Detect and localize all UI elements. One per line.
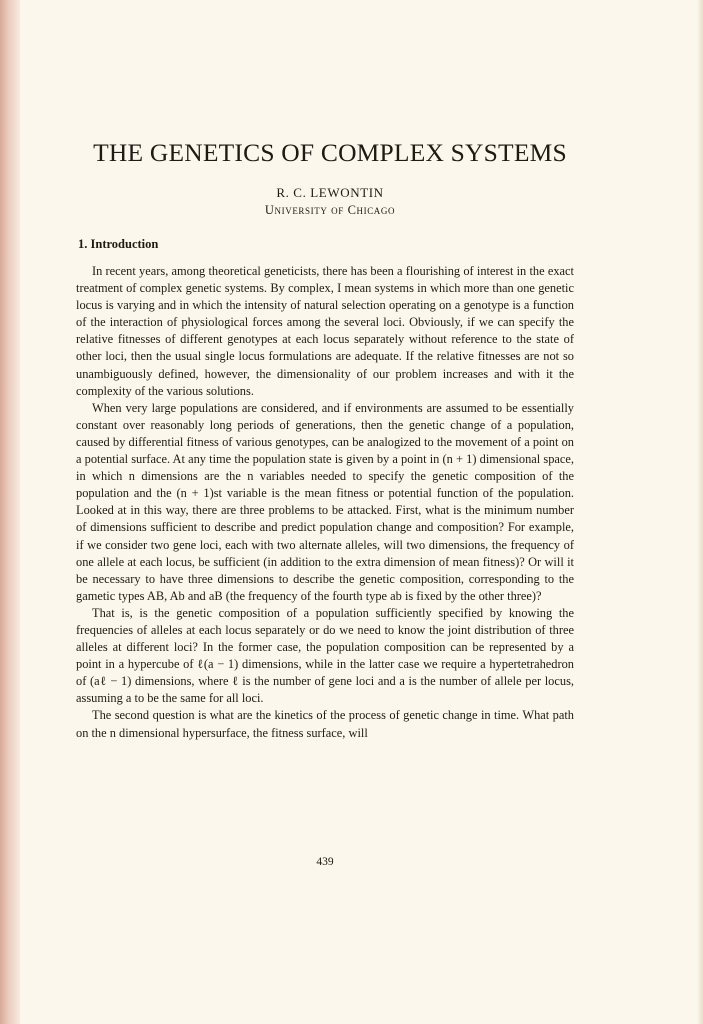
page-title: THE GENETICS OF COMPLEX SYSTEMS	[93, 138, 567, 167]
page-edge-right	[697, 0, 703, 1024]
paragraph: In recent years, among theoretical geneticists, there has been a flourishing of interest in the exact treatment of complex genetic systems. By complex, I mean systems in which more than one genetic locus is varying and in which the intensity of natural selection operating on a genotype is a function of the interaction of physiological forces among the several loci. Obviously, if we can specify the relative fitnesses of different genotypes at each locus separately without reference to the state of other loci, then the usual single locus formulations are adequate. If the relative fitnesses are not so unambiguously defined, however, the dimensionality of our problem increases and with it the complexity of the various solutions.	[76, 264, 574, 398]
section-heading: 1. Introduction	[78, 237, 159, 251]
page-number: 439	[316, 856, 334, 868]
body-text	[76, 263, 574, 742]
paragraph: That is, is the genetic composition of a population sufficiently specified by knowing the frequencies of alleles at each locus separately or do we need to know the joint distribution of three alleles at different loci? In the former case, the population composition can be represented by a point in a hypercube of ℓ(a − 1) dimensions, while in the latter case we require a hypertetrahedron of (aℓ − 1) dimensions, where ℓ is the number of gene loci and a is the number of allele per locus, assuming a to be the same for all loci.	[76, 605, 574, 706]
paragraph: The second question is what are the kinetics of the process of genetic change in time. What path on the n dimensional hypersurface, the fitness surface, will	[76, 708, 574, 740]
author-name: R. C. LEWONTIN	[276, 185, 384, 200]
paragraph: When very large populations are considered, and if environments are assumed to be essentially constant over reasonably long periods of generations, then the genetic change of a population, caused by differential fitness of various genotypes, can be analogized to the movement of a point on a potential surface. At any time the population state is given by a point in (n + 1) dimensional space, in which n dimensions are the n variables needed to specify the genetic composition of the population and the (n + 1)st variable is the mean fitness or potential function of the population. Looked at in this way, there are three problems to be attacked. First, what is the minimum number of dimensions sufficient to describe and predict population change and composition? For example, if we consider two gene loci, each with two alternate alleles, will two dimensions, the frequency of one allele at each locus, be sufficient (in addition to the extra dimension of mean fitness)? Or will it be necessary to have three dimensions to describe the genetic composition, corresponding to the gametic types AB, Ab and aB (the frequency of the fourth type ab is fixed by the other three)?	[76, 400, 574, 603]
author-affiliation: University of Chicago	[264, 203, 396, 217]
